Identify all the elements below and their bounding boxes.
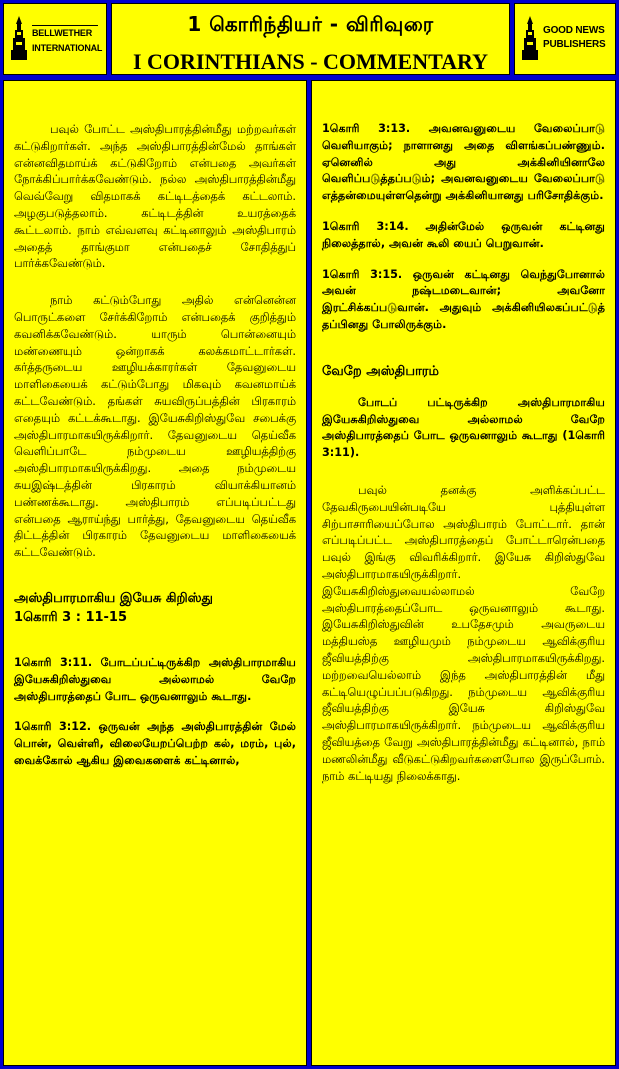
bellwether-logo — [10, 14, 102, 66]
logo-left-line2: INTERNATIONAL — [32, 43, 103, 53]
left-column — [3, 80, 307, 1066]
logo-goodnews — [514, 3, 616, 75]
logo-bellwether — [3, 3, 107, 75]
verse-3-12: 1கொரி 3:12. ஒருவன் அந்த அஸ்திபாரத்தின் மேல் பொன், வெள்ளி, விலையேறப்பெற்ற கல், மரம், புல், வைக்கோல் ஆகிய இவைகளைக் கட்டினால், — [14, 720, 296, 767]
tower-icon — [521, 16, 539, 60]
verse-3-15: 1கொரி 3:15. ஒருவன் கட்டினது வெந்துபோனால் அவன் நஷ்டமடைவான்; அவனோ இரட்சிக்கப்படுவான். அதுவும் அக்கினியிலகப்பட்டுத் தப்பினது போலிருக்கும். — [322, 267, 605, 331]
left-paragraph-2: நாம் கட்டும்போது அதில் என்னென்ன பொருட்களை சேர்க்கிறோம் என்பதைக் குறித்தும் கவனிக்கவேண்டும். யாரும் பொன்னையும் மண்ணையும் ஒன்றாகக் கலக்கமாட்டார்கள். கர்த்தருடைய ஊழியக்காரர்கள் தேவனுடைய மாளிகையைக் கட்டும்போது மிகவும் கவனமாய்க் கட்டவேண்டும். தங்கள் சுயவிருப்பத்தின் பிரகாரம் எதையும் கட்டக்கூடாது. இயேசுகிறிஸ்துவே சபைக்கு அஸ்திபாரமாகயிருக்கிறார். தேவனுடைய தெய்வீக வெளிப்பாடே நம்முடைய ஊழியத்திற்கு அஸ்திபாரமாகயிருக்கிறது. அதை நம்முடைய சுயஇஷ்டத்தின் பிரகாரம் வியாக்கியானம் பண்ணக்கூடாது. அஸ்திபாரம் எப்படிப்பட்டது என்பதை ஆராய்ந்து பார்த்து, தேவனுடைய தெய்வீக திட்டத்தின் பிரகாரம் தேவனுடைய மாளிகையைக் கட்டவேண்டும். — [14, 293, 296, 560]
section-heading-ref: 1கொரி 3 : 11-15 — [14, 609, 128, 625]
verse-3-14: 1கொரி 3:14. அதின்மேல் ஒருவன் கட்டினது நிலைத்தால், அவன் கூலி யைப் பெறுவான். — [322, 219, 605, 250]
right-paragraph: பவுல் தனக்கு அளிக்கப்பட்ட தேவகிருபையின்படியே புத்தியுள்ள சிற்பாசாரியைப்போல அஸ்திபாரம் போட்டார். தான் எப்படிப்பட்ட அஸ்திபாரத்தைப் போட்டாரென்பதை பவுல் இங்கு விவரிக்கிறார். இயேசு கிறிஸ்துவே அஸ்திபாரமாகயிருக்கிறார். இயேசுகிறிஸ்துவையல்லாமல் வேறே அஸ்திபாரத்தைப்போட ஒருவனாலும் கூடாது. இயேசுகிறிஸ்துவின் உபதேசமும் அவருடைய மத்தியஸ்த ஊழியமும் நம்முடைய ஆவிக்குரிய ஜீவியத்திற்கு அஸ்திபாரமாகயிருக்கிறது. மற்றவையெல்லாம் இந்த அஸ்திபாரத்தின் மீது கட்டியெழுப்பப்படுகிறது. நம்முடைய ஆவிக்குரிய ஜீவியத்திற்கு இயேசு கிறிஸ்துவே அஸ்திபாரமாகயிருக்கிறார். நம்முடைய ஆவிக்குரிய ஜீவியத்தை வேறு அஸ்திபாரத்தின்மீது கட்டினால், நாம் மணலின்மீது வீடுகட்டுகிறவர்களைபோல இருப்போம். நாம் கட்டியது நிலைக்காது. — [322, 482, 605, 783]
section-heading: அஸ்திபாரமாகிய இயேசு கிறிஸ்து — [14, 590, 213, 606]
page-title-english: I CORINTHIANS - COMMENTARY — [132, 49, 489, 74]
left-paragraph-1: பவுல் போட்ட அஸ்திபாரத்தின்மீது மற்றவர்கள் கட்டுகிறார்கள். அந்த அஸ்திபாரத்தின்மேல் தாங்கள் என்னவிதமாய்க் கட்டுகிறோம் என்பதை அவர்கள் நோக்கிப்பார்க்கவேண்டும். நல்ல அஸ்திபாரத்தின்மீது வெவ்வேறு விதமாகக் கட்டிடத்தைக் கட்டலாம். அழகுபடுத்தலாம். கட்டிடத்தின் உயரத்தைக் கூட்டலாம். நாம் எவ்வளவு கட்டினாலும் அஸ்திபாரம் அதைத் தாங்குமா என்பதைச் சோதித்துப் பார்க்கவேண்டும். — [14, 122, 296, 271]
logo-rule — [32, 25, 98, 26]
logo-right-line2: PUBLISHERS — [543, 39, 606, 50]
tower-icon — [10, 16, 28, 60]
verse-3-11: 1கொரி 3:11. போடப்பட்டிருக்கிற அஸ்திபாரமாகிய இயேசுகிறிஸ்துவை அல்லாமல் வேறே அஸ்திபாரத்தைப் போட ஒருவனாலும் கூடாது. — [14, 655, 296, 703]
logo-right-line1: GOOD NEWS — [543, 25, 605, 36]
verse-3-13: 1கொரி 3:13. அவனவனுடைய வேலைப்பாடு வெளியாகும்; நாளானது அதை விளங்கப்பண்ணும். ஏனெனில் அது அக்கினியினாலே வெளிப்படுத்தப்படும்; அவனவனுடைய வேலைப்பாடு எத்தன்மையுள்ளதென்று அக்கினியானது பரிசோதிக்கும். — [322, 122, 605, 203]
subheading: வேறே அஸ்திபாரம் — [322, 363, 439, 379]
goodnews-logo — [521, 14, 613, 66]
right-column — [311, 80, 616, 1066]
logo-left-line1: BELLWETHER — [32, 28, 92, 38]
page-title-tamil: 1 கொரிந்தியர் - விரிவுரை — [187, 12, 434, 36]
title-panel — [111, 3, 510, 75]
quote-verse: போடப் பட்டிருக்கிற அஸ்திபாரமாகிய இயேசுகிறிஸ்துவை அல்லாமல் வேறே அஸ்திபாரத்தைப் போட ஒருவனாலும் கூடாது (1கொரி 3:11). — [322, 395, 605, 460]
